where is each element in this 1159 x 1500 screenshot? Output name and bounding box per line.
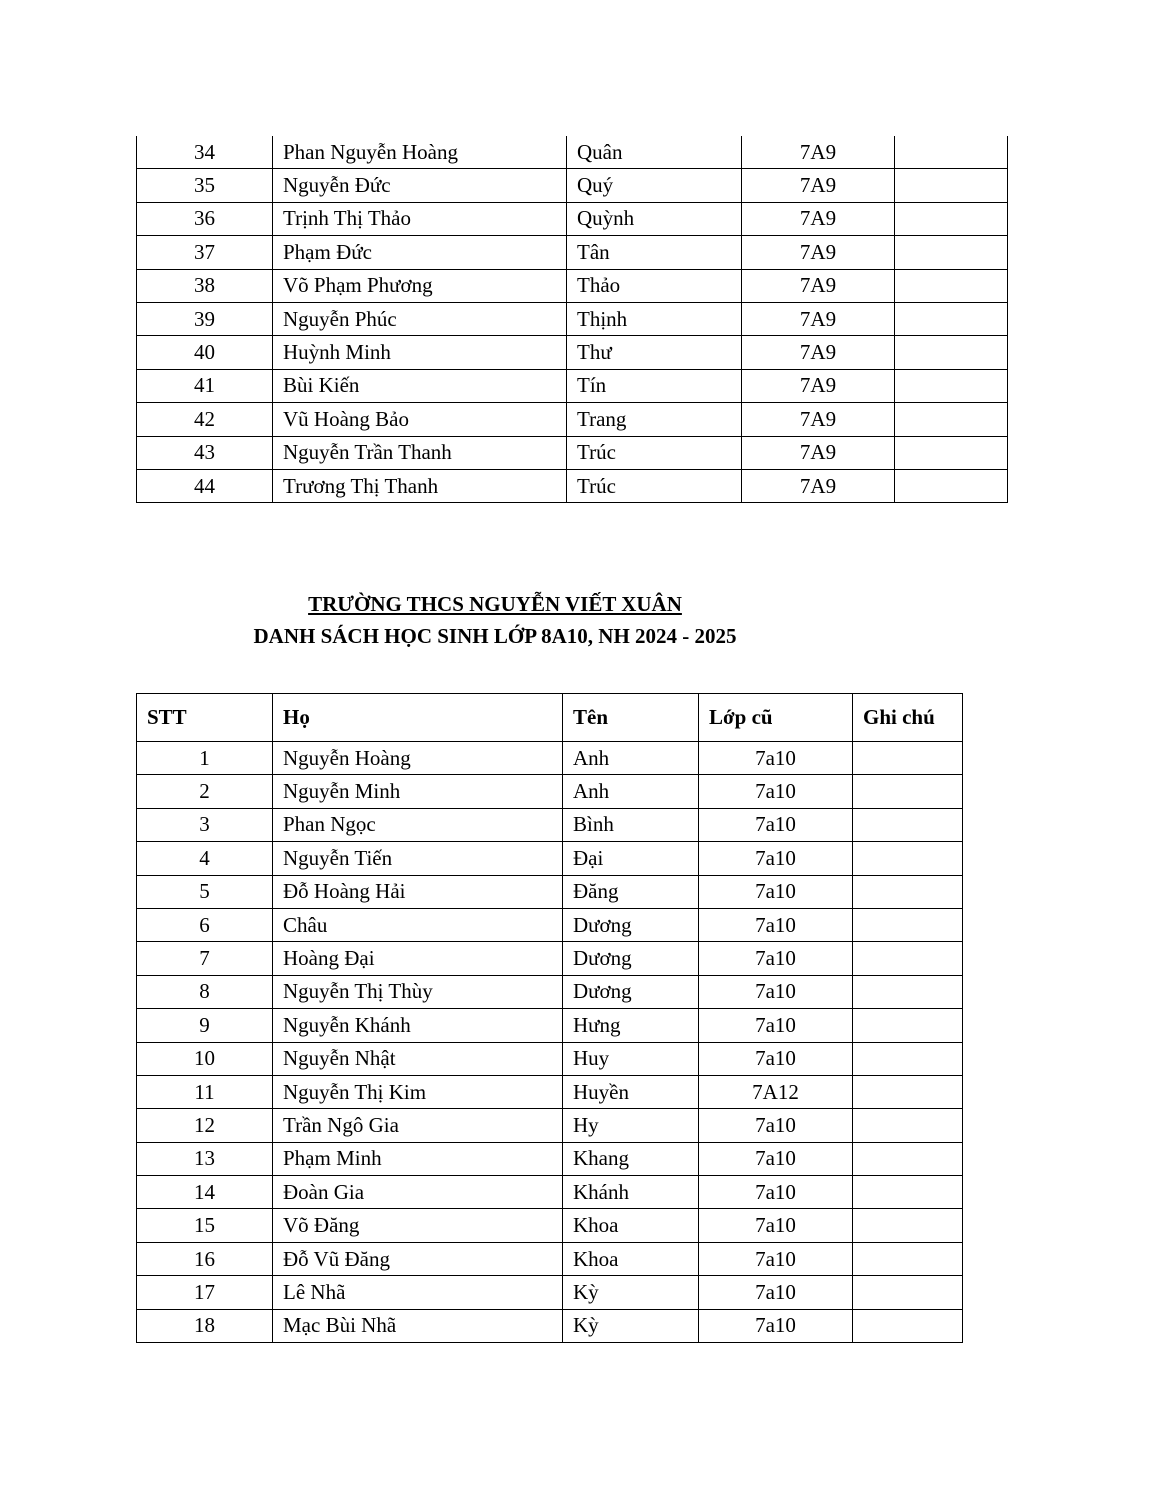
cell-ten: Khang: [563, 1142, 699, 1175]
cell-stt: 44: [137, 469, 273, 502]
cell-ho: Lê Nhã: [273, 1276, 563, 1309]
table-row: [137, 403, 1008, 436]
table-row: [137, 269, 1008, 302]
cell-stt: 14: [137, 1176, 273, 1209]
cell-lop: 7A12: [699, 1075, 853, 1108]
table-row: [137, 336, 1008, 369]
cell-lop: 7a10: [699, 1242, 853, 1275]
cell-stt: 10: [137, 1042, 273, 1075]
cell-lop: 7a10: [699, 908, 853, 941]
table-row: [137, 1075, 963, 1108]
cell-ho: Nguyễn Thị Kim: [273, 1075, 563, 1108]
header-lop-cu: Lớp cũ: [699, 694, 853, 742]
cell-ghi-chu: [853, 1209, 963, 1242]
header-ten: Tên: [563, 694, 699, 742]
cell-stt: 9: [137, 1009, 273, 1042]
cell-stt: 34: [137, 136, 273, 169]
table-row: [137, 908, 963, 941]
cell-ten: Trúc: [567, 469, 742, 502]
cell-lop: 7a10: [699, 1142, 853, 1175]
cell-lop: 7a10: [699, 1176, 853, 1209]
cell-stt: 41: [137, 369, 273, 402]
cell-ho: Đoàn Gia: [273, 1176, 563, 1209]
table-row: [137, 775, 963, 808]
cell-ten: Anh: [563, 742, 699, 775]
cell-ho: Nguyễn Tiến: [273, 842, 563, 875]
table-row: [137, 1242, 963, 1275]
cell-stt: 7: [137, 942, 273, 975]
cell-ghi-chu: [895, 236, 1008, 269]
cell-ghi-chu: [895, 202, 1008, 235]
table-row: [137, 302, 1008, 335]
cell-ghi-chu: [895, 136, 1008, 169]
cell-stt: 15: [137, 1209, 273, 1242]
cell-lop: 7a10: [699, 1276, 853, 1309]
cell-ghi-chu: [853, 808, 963, 841]
cell-ghi-chu: [853, 775, 963, 808]
cell-ten: Thịnh: [567, 302, 742, 335]
table-row: [137, 1176, 963, 1209]
cell-stt: 8: [137, 975, 273, 1008]
cell-ten: Thảo: [567, 269, 742, 302]
cell-ghi-chu: [853, 1109, 963, 1142]
cell-stt: 18: [137, 1309, 273, 1342]
cell-ho: Võ Đăng: [273, 1209, 563, 1242]
cell-lop: 7a10: [699, 942, 853, 975]
cell-ten: Dương: [563, 942, 699, 975]
cell-ten: Huyền: [563, 1075, 699, 1108]
cell-lop: 7a10: [699, 808, 853, 841]
cell-ho: Huỳnh Minh: [273, 336, 567, 369]
cell-lop: 7a10: [699, 1309, 853, 1342]
cell-lop: 7a10: [699, 775, 853, 808]
cell-stt: 2: [137, 775, 273, 808]
cell-ghi-chu: [853, 942, 963, 975]
cell-lop: 7a10: [699, 1042, 853, 1075]
cell-stt: 16: [137, 1242, 273, 1275]
cell-ghi-chu: [853, 1276, 963, 1309]
cell-ghi-chu: [853, 1142, 963, 1175]
cell-ghi-chu: [895, 369, 1008, 402]
table-row: [137, 169, 1008, 202]
cell-ten: Khoa: [563, 1242, 699, 1275]
cell-stt: 4: [137, 842, 273, 875]
cell-lop: 7A9: [742, 269, 895, 302]
table-row: [137, 1109, 963, 1142]
cell-lop: 7A9: [742, 169, 895, 202]
cell-ho: Trần Ngô Gia: [273, 1109, 563, 1142]
cell-lop: 7a10: [699, 742, 853, 775]
table-row: [137, 202, 1008, 235]
cell-ten: Huy: [563, 1042, 699, 1075]
cell-ghi-chu: [895, 269, 1008, 302]
table-row: [137, 1309, 963, 1342]
cell-ghi-chu: [895, 469, 1008, 502]
cell-lop: 7A9: [742, 236, 895, 269]
cell-ho: Châu: [273, 908, 563, 941]
cell-ghi-chu: [895, 403, 1008, 436]
cell-ho: Nguyễn Phúc: [273, 302, 567, 335]
header-ho: Họ: [273, 694, 563, 742]
cell-lop: 7a10: [699, 975, 853, 1008]
table-row: [137, 842, 963, 875]
cell-stt: 37: [137, 236, 273, 269]
cell-ten: Dương: [563, 975, 699, 1008]
cell-ten: Khánh: [563, 1176, 699, 1209]
cell-lop: 7a10: [699, 1209, 853, 1242]
table-row: [137, 875, 963, 908]
cell-ghi-chu: [853, 875, 963, 908]
cell-ghi-chu: [853, 908, 963, 941]
table-row: [137, 942, 963, 975]
cell-ten: Đăng: [563, 875, 699, 908]
cell-ho: Đỗ Vũ Đăng: [273, 1242, 563, 1275]
cell-ho: Nguyễn Khánh: [273, 1009, 563, 1042]
cell-stt: 6: [137, 908, 273, 941]
cell-lop: 7a10: [699, 842, 853, 875]
cell-ten: Dương: [563, 908, 699, 941]
table-row: [137, 1009, 963, 1042]
list-title: DANH SÁCH HỌC SINH LỚP 8A10, NH 2024 - 2025: [253, 624, 737, 648]
cell-ten: Đại: [563, 842, 699, 875]
cell-ho: Nguyễn Hoàng: [273, 742, 563, 775]
student-table-continued: [136, 136, 1008, 503]
table-row: [137, 369, 1008, 402]
header-ghi-chu: Ghi chú: [853, 694, 963, 742]
cell-ten: Kỳ: [563, 1276, 699, 1309]
cell-stt: 1: [137, 742, 273, 775]
cell-lop: 7a10: [699, 1109, 853, 1142]
cell-ten: Khoa: [563, 1209, 699, 1242]
cell-ho: Nguyễn Nhật: [273, 1042, 563, 1075]
cell-lop: 7a10: [699, 1009, 853, 1042]
cell-ghi-chu: [895, 302, 1008, 335]
cell-lop: 7A9: [742, 403, 895, 436]
cell-ten: Trúc: [567, 436, 742, 469]
cell-ten: Bình: [563, 808, 699, 841]
cell-stt: 42: [137, 403, 273, 436]
cell-ho: Phan Nguyễn Hoàng: [273, 136, 567, 169]
cell-ghi-chu: [853, 1242, 963, 1275]
table-row: [137, 1276, 963, 1309]
cell-ten: Kỳ: [563, 1309, 699, 1342]
cell-lop: 7A9: [742, 136, 895, 169]
cell-stt: 39: [137, 302, 273, 335]
cell-ghi-chu: [853, 1075, 963, 1108]
cell-ho: Nguyễn Thị Thùy: [273, 975, 563, 1008]
table-row: [137, 975, 963, 1008]
cell-ho: Mạc Bùi Nhã: [273, 1309, 563, 1342]
cell-ghi-chu: [853, 742, 963, 775]
cell-ho: Nguyễn Đức: [273, 169, 567, 202]
cell-ghi-chu: [853, 842, 963, 875]
cell-ho: Hoàng Đại: [273, 942, 563, 975]
cell-ten: Quý: [567, 169, 742, 202]
cell-ho: Phan Ngọc: [273, 808, 563, 841]
cell-ho: Nguyễn Minh: [273, 775, 563, 808]
cell-ten: Hy: [563, 1109, 699, 1142]
cell-stt: 35: [137, 169, 273, 202]
cell-ghi-chu: [895, 336, 1008, 369]
cell-stt: 36: [137, 202, 273, 235]
table-row: [137, 469, 1008, 502]
cell-ten: Tín: [567, 369, 742, 402]
table-row: [137, 436, 1008, 469]
cell-ghi-chu: [853, 1176, 963, 1209]
table-row: [137, 742, 963, 775]
cell-lop: 7A9: [742, 302, 895, 335]
cell-lop: 7a10: [699, 875, 853, 908]
student-table-body: [137, 742, 963, 1343]
cell-ten: Anh: [563, 775, 699, 808]
cell-stt: 11: [137, 1075, 273, 1108]
cell-ho: Phạm Đức: [273, 236, 567, 269]
cell-stt: 17: [137, 1276, 273, 1309]
cell-lop: 7A9: [742, 469, 895, 502]
cell-ghi-chu: [853, 975, 963, 1008]
cell-ho: Trịnh Thị Thảo: [273, 202, 567, 235]
cell-stt: 13: [137, 1142, 273, 1175]
cell-ho: Đỗ Hoàng Hải: [273, 875, 563, 908]
cell-ghi-chu: [853, 1309, 963, 1342]
table-row: [137, 236, 1008, 269]
cell-lop: 7A9: [742, 369, 895, 402]
cell-ten: Trang: [567, 403, 742, 436]
cell-stt: 3: [137, 808, 273, 841]
table-header-row: [137, 694, 963, 742]
cell-ho: Phạm Minh: [273, 1142, 563, 1175]
cell-ho: Võ Phạm Phương: [273, 269, 567, 302]
cell-ghi-chu: [853, 1009, 963, 1042]
cell-stt: 38: [137, 269, 273, 302]
cell-stt: 43: [137, 436, 273, 469]
cell-ghi-chu: [895, 169, 1008, 202]
cell-ghi-chu: [853, 1042, 963, 1075]
cell-lop: 7A9: [742, 436, 895, 469]
student-table: [136, 693, 963, 1343]
cell-lop: 7A9: [742, 336, 895, 369]
cell-ghi-chu: [895, 436, 1008, 469]
table-row: [137, 1042, 963, 1075]
cell-ho: Bùi Kiến: [273, 369, 567, 402]
cell-ho: Nguyễn Trần Thanh: [273, 436, 567, 469]
table-row: [137, 136, 1008, 169]
cell-ten: Quân: [567, 136, 742, 169]
cell-ten: Thư: [567, 336, 742, 369]
cell-ho: Trương Thị Thanh: [273, 469, 567, 502]
cell-lop: 7A9: [742, 202, 895, 235]
table-row: [137, 808, 963, 841]
cell-ten: Hưng: [563, 1009, 699, 1042]
school-name: TRƯỜNG THCS NGUYỄN VIẾT XUÂN: [308, 592, 682, 616]
cell-stt: 40: [137, 336, 273, 369]
cell-ho: Vũ Hoàng Bảo: [273, 403, 567, 436]
student-table-continued-body: [137, 136, 1008, 503]
table-row: [137, 1209, 963, 1242]
header-stt: STT: [137, 694, 273, 742]
cell-stt: 12: [137, 1109, 273, 1142]
cell-ten: Quỳnh: [567, 202, 742, 235]
table-row: [137, 1142, 963, 1175]
cell-stt: 5: [137, 875, 273, 908]
cell-ten: Tân: [567, 236, 742, 269]
